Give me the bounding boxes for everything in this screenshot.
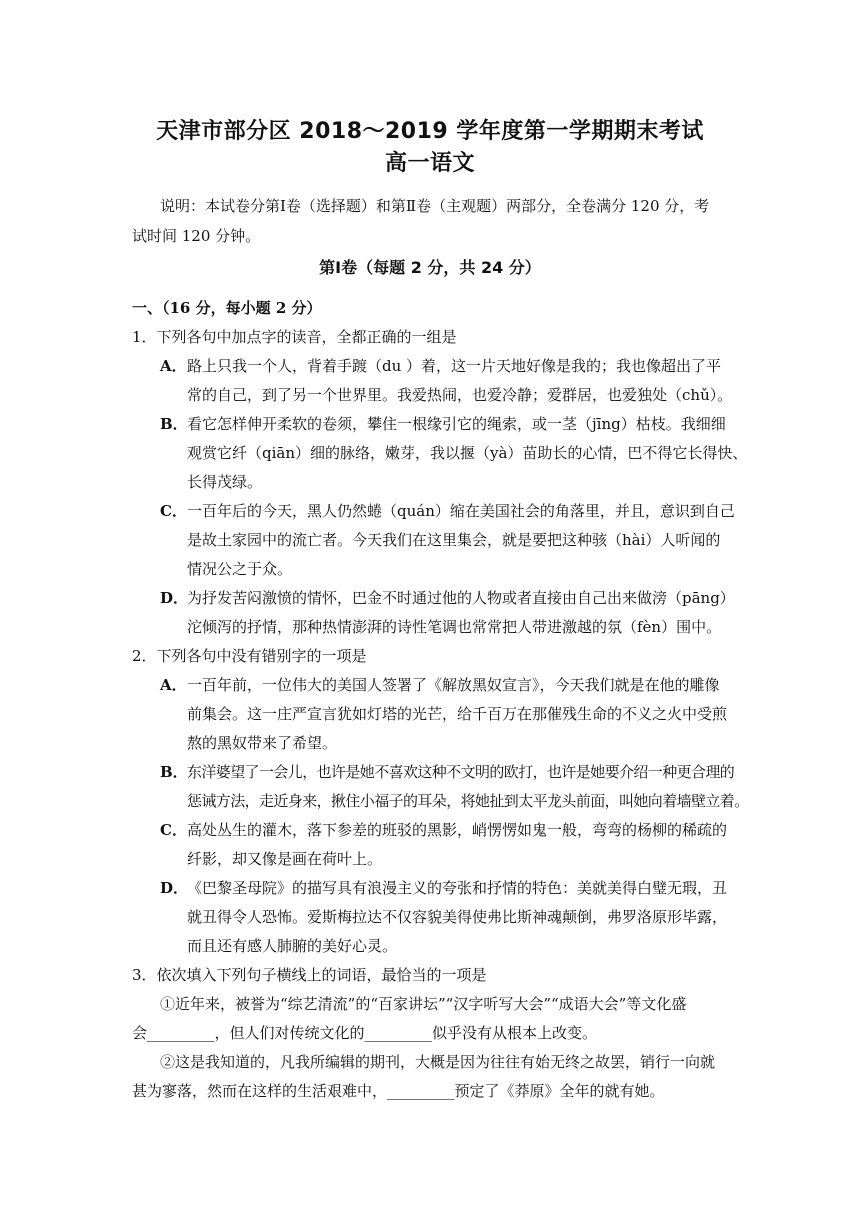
exam-subtitle: 高一语文 [384, 151, 475, 176]
q1-option-d-line: 沱倾泻的抒情，那种热情澎湃的诗性笔调也常常把人带进激越的氛（fèn）围中。 [187, 618, 722, 636]
q3-paragraph-1-line: ①近年来，被誉为“综艺清流”的“百家讲坛”“汉字听写大会”“成语大会”等文化盛 [160, 995, 687, 1013]
q2-option-a-label: A． [160, 676, 187, 694]
q2-option-c-label: C． [160, 821, 187, 839]
q3-stem: 3．依次填入下列句子横线上的词语，最恰当的一项是 [132, 966, 487, 984]
q2-option-d-line: 《巴黎圣母院》的描写具有浪漫主义的夸张和抒情的特色：美就美得白璧无瑕，丑 [187, 879, 728, 897]
instructions-line-1: 说明：本试卷分第Ⅰ卷（选择题）和第Ⅱ卷（主观题）两部分，全卷满分 120 分，考 [160, 197, 710, 215]
q1-stem: 1．下列各句中加点字的读音，全都正确的一组是 [132, 328, 457, 346]
q3-paragraph-1-line: 会_________，但人们对传统文化的_________似乎没有从根本上改变。 [132, 1024, 598, 1042]
q3-paragraph-2-line: ②这是我知道的，凡我所编辑的期刊，大概是因为往往有始无终之故罢，销行一向就 [160, 1053, 716, 1071]
q2-option-a-line: 熬的黑奴带来了希望。 [187, 734, 338, 752]
q2-option-c-line: 纤影，却又像是画在荷叶上。 [187, 850, 383, 868]
q2-option-b-line: 惩诫方法，走近身来，揪住小福子的耳朵，将她扯到太平龙头前面，叫她向着墙壁立着。 [187, 792, 749, 810]
q1-option-b-line: 看它怎样伸开柔软的卷须，攀住一根缘引它的绳索，或一茎（jīng）枯枝。我细细 [187, 415, 726, 433]
instructions-line-2: 试时间 120 分钟。 [132, 227, 261, 245]
section1-heading: 一、（16 分，每小题 2 分） [132, 299, 322, 317]
q2-option-d-line: 就丑得令人恐怖。爱斯梅拉达不仅容貌美得使弗比斯神魂颠倒，弗罗洛原形毕露， [187, 908, 728, 926]
q2-stem: 2．下列各句中没有错别字的一项是 [132, 647, 367, 665]
q1-option-a-line: 路上只我一个人，背着手踱（du ）着，这一片天地好像是我的；我也像超出了平 [187, 357, 722, 375]
q2-option-a-line: 前集会。这一庄严宣言犹如灯塔的光芒，给千百万在那催残生命的不义之火中受煎 [187, 705, 728, 723]
q3-paragraph-2-line: 甚为寥落，然而在这样的生活艰难中，_________预定了《莽原》全年的就有她。 [132, 1082, 665, 1100]
q1-option-a-line: 常的自己，到了另一个世界里。我爱热闹，也爱冷静；爱群居，也爱独处（chǔ）。 [187, 386, 733, 404]
q1-option-d-line: 为抒发苦闷激愤的情怀，巴金不时通过他的人物或者直接由自己出来做滂（pāng） [187, 589, 735, 607]
q1-option-b-line: 观赏它纤（qiān）细的脉络，嫩芽，我以揠（yà）苗助长的心情，巴不得它长得快、 [187, 444, 748, 462]
q1-option-c-line: 情况公之于众。 [187, 560, 293, 578]
q2-option-b-label: B． [160, 763, 188, 781]
q1-option-b-line: 长得茂绿。 [187, 473, 263, 491]
part1-heading: 第Ⅰ卷（每题 2 分，共 24 分） [319, 258, 541, 277]
q1-option-c-line: 是故土家园中的流亡者。今天我们在这里集会，就是要把这种骇（hài）人听闻的 [187, 531, 721, 549]
q2-option-c-line: 高处丛生的灌木，落下参差的班驳的黑影，峭愣愣如鬼一般，弯弯的杨柳的稀疏的 [187, 821, 728, 839]
q2-option-d-line: 而且还有感人肺腑的美好心灵。 [187, 937, 398, 955]
q1-option-c-label: C． [160, 502, 187, 520]
q1-option-d-label: D． [160, 589, 189, 607]
q1-option-a-label: A． [160, 357, 187, 375]
q1-option-c-line: 一百年后的今天，黑人仍然蜷（quán）缩在美国社会的角落里，并且，意识到自己 [187, 502, 735, 520]
exam-title: 天津市部分区 2018～2019 学年度第一学期期末考试 [156, 119, 704, 144]
q1-option-b-label: B． [160, 415, 188, 433]
q2-option-d-label: D． [160, 879, 189, 897]
q2-option-b-line: 东洋婆望了一会儿，也许是她不喜欢这种不文明的欧打，也许是她要介绍一种更合理的 [187, 763, 735, 781]
q2-option-a-line: 一百年前，一位伟大的美国人签署了《解放黑奴宣言》，今天我们就是在他的雕像 [187, 676, 720, 694]
